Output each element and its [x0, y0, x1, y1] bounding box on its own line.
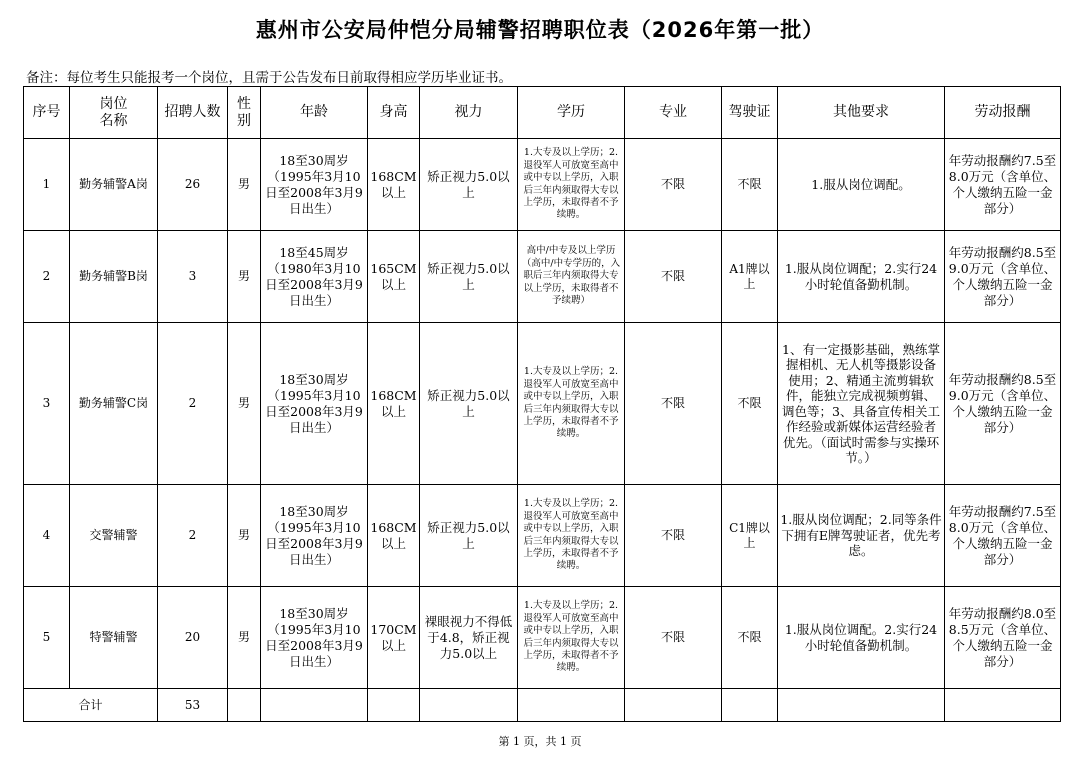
cell-other: 1.服从岗位调配；2.实行24小时轮值备勤机制。 — [778, 231, 945, 323]
empty-cell — [778, 689, 945, 722]
total-count: 53 — [158, 689, 228, 722]
cell-age: 18至30周岁（1995年3月10日至2008年3月9日出生） — [261, 139, 368, 231]
cell-pay: 年劳动报酬约8.5至9.0万元（含单位、个人缴纳五险一金部分） — [945, 231, 1061, 323]
cell-vision: 矫正视力5.0以上 — [420, 323, 518, 485]
cell-major: 不限 — [625, 323, 722, 485]
cell-count: 2 — [158, 323, 228, 485]
cell-license: A1牌以上 — [722, 231, 778, 323]
cell-height: 168CM以上 — [368, 139, 420, 231]
cell-vision: 裸眼视力不得低于4.8，矫正视力5.0以上 — [420, 587, 518, 689]
cell-post: 勤务辅警B岗 — [70, 231, 158, 323]
cell-vision: 矫正视力5.0以上 — [420, 231, 518, 323]
cell-count: 20 — [158, 587, 228, 689]
cell-major: 不限 — [625, 485, 722, 587]
cell-pay: 年劳动报酬约7.5至8.0万元（含单位、个人缴纳五险一金部分） — [945, 485, 1061, 587]
cell-gender: 男 — [228, 485, 261, 587]
cell-pay: 年劳动报酬约8.5至9.0万元（含单位、个人缴纳五险一金部分） — [945, 323, 1061, 485]
total-row — [24, 689, 1061, 722]
cell-other: 1、有一定摄影基础，熟练掌握相机、无人机等摄影设备使用；2、精通主流剪辑软件，能独立完成视频剪辑、调色等；3、具备宣传相关工作经验或新媒体运营经验者优先。（面试时需参与实操环节。） — [778, 323, 945, 485]
cell-count: 3 — [158, 231, 228, 323]
cell-other: 1.服从岗位调配。2.实行24小时轮值备勤机制。 — [778, 587, 945, 689]
cell-post: 交警辅警 — [70, 485, 158, 587]
cell-other: 1.服从岗位调配。 — [778, 139, 945, 231]
cell-no: 2 — [24, 231, 70, 323]
table-row — [24, 587, 1061, 689]
cell-major: 不限 — [625, 231, 722, 323]
cell-post: 特警辅警 — [70, 587, 158, 689]
cell-education: 1.大专及以上学历；2.退役军人可放宽至高中或中专以上学历，入职后三年内须取得大专以上学历，未取得者不予续聘。 — [518, 587, 625, 689]
page-footer: 第 1 页，共 1 页 — [498, 735, 582, 748]
cell-education: 1.大专及以上学历；2.退役军人可放宽至高中或中专以上学历，入职后三年内须取得大专以上学历，未取得者不予续聘。 — [518, 323, 625, 485]
header-post: 岗位 名称 — [70, 87, 158, 139]
cell-no: 3 — [24, 323, 70, 485]
empty-cell — [420, 689, 518, 722]
table-header-row — [24, 87, 1061, 139]
cell-license: C1牌以上 — [722, 485, 778, 587]
cell-vision: 矫正视力5.0以上 — [420, 139, 518, 231]
cell-height: 170CM以上 — [368, 587, 420, 689]
positions-table — [23, 86, 1061, 722]
header-other: 其他要求 — [778, 87, 945, 139]
cell-pay: 年劳动报酬约8.0至8.5万元（含单位、个人缴纳五险一金部分） — [945, 587, 1061, 689]
table-row — [24, 323, 1061, 485]
empty-cell — [518, 689, 625, 722]
header-gender: 性 别 — [228, 87, 261, 139]
empty-cell — [261, 689, 368, 722]
cell-age: 18至30周岁（1995年3月10日至2008年3月9日出生） — [261, 485, 368, 587]
empty-cell — [945, 689, 1061, 722]
cell-age: 18至45周岁（1980年3月10日至2008年3月9日出生） — [261, 231, 368, 323]
table-row — [24, 485, 1061, 587]
cell-no: 4 — [24, 485, 70, 587]
header-major: 专业 — [625, 87, 722, 139]
cell-count: 2 — [158, 485, 228, 587]
cell-major: 不限 — [625, 139, 722, 231]
cell-license: 不限 — [722, 139, 778, 231]
header-license: 驾驶证 — [722, 87, 778, 139]
header-education: 学历 — [518, 87, 625, 139]
cell-gender: 男 — [228, 323, 261, 485]
table-row — [24, 139, 1061, 231]
cell-license: 不限 — [722, 587, 778, 689]
cell-height: 165CM以上 — [368, 231, 420, 323]
cell-gender: 男 — [228, 587, 261, 689]
header-no: 序号 — [24, 87, 70, 139]
cell-no: 5 — [24, 587, 70, 689]
cell-education: 高中/中专及以上学历（高中/中专学历的，入职后三年内须取得大专以上学历，未取得者不予续聘） — [518, 231, 625, 323]
header-vision: 视力 — [420, 87, 518, 139]
cell-post: 勤务辅警C岗 — [70, 323, 158, 485]
cell-age: 18至30周岁（1995年3月10日至2008年3月9日出生） — [261, 323, 368, 485]
cell-gender: 男 — [228, 231, 261, 323]
table-row — [24, 231, 1061, 323]
empty-cell — [722, 689, 778, 722]
cell-pay: 年劳动报酬约7.5至8.0万元（含单位、个人缴纳五险一金部分） — [945, 139, 1061, 231]
cell-gender: 男 — [228, 139, 261, 231]
cell-vision: 矫正视力5.0以上 — [420, 485, 518, 587]
cell-no: 1 — [24, 139, 70, 231]
cell-height: 168CM以上 — [368, 323, 420, 485]
header-age: 年龄 — [261, 87, 368, 139]
header-count: 招聘人数 — [158, 87, 228, 139]
empty-cell — [368, 689, 420, 722]
cell-other: 1.服从岗位调配；2.同等条件下拥有E牌驾驶证者，优先考虑。 — [778, 485, 945, 587]
empty-cell — [228, 689, 261, 722]
page-title: 惠州市公安局仲恺分局辅警招聘职位表（2026年第一批） — [255, 18, 825, 42]
cell-education: 1.大专及以上学历；2.退役军人可放宽至高中或中专以上学历，入职后三年内须取得大专以上学历，未取得者不予续聘。 — [518, 485, 625, 587]
cell-license: 不限 — [722, 323, 778, 485]
total-label: 合计 — [24, 689, 158, 722]
cell-education: 1.大专及以上学历；2.退役军人可放宽至高中或中专以上学历，入职后三年内须取得大专以上学历，未取得者不予续聘。 — [518, 139, 625, 231]
cell-major: 不限 — [625, 587, 722, 689]
cell-age: 18至30周岁（1995年3月10日至2008年3月9日出生） — [261, 587, 368, 689]
empty-cell — [625, 689, 722, 722]
header-pay: 劳动报酬 — [945, 87, 1061, 139]
cell-post: 勤务辅警A岗 — [70, 139, 158, 231]
cell-count: 26 — [158, 139, 228, 231]
cell-height: 168CM以上 — [368, 485, 420, 587]
note-text: 备注：每位考生只能报考一个岗位，且需于公告发布日前取得相应学历毕业证书。 — [26, 70, 512, 86]
header-height: 身高 — [368, 87, 420, 139]
